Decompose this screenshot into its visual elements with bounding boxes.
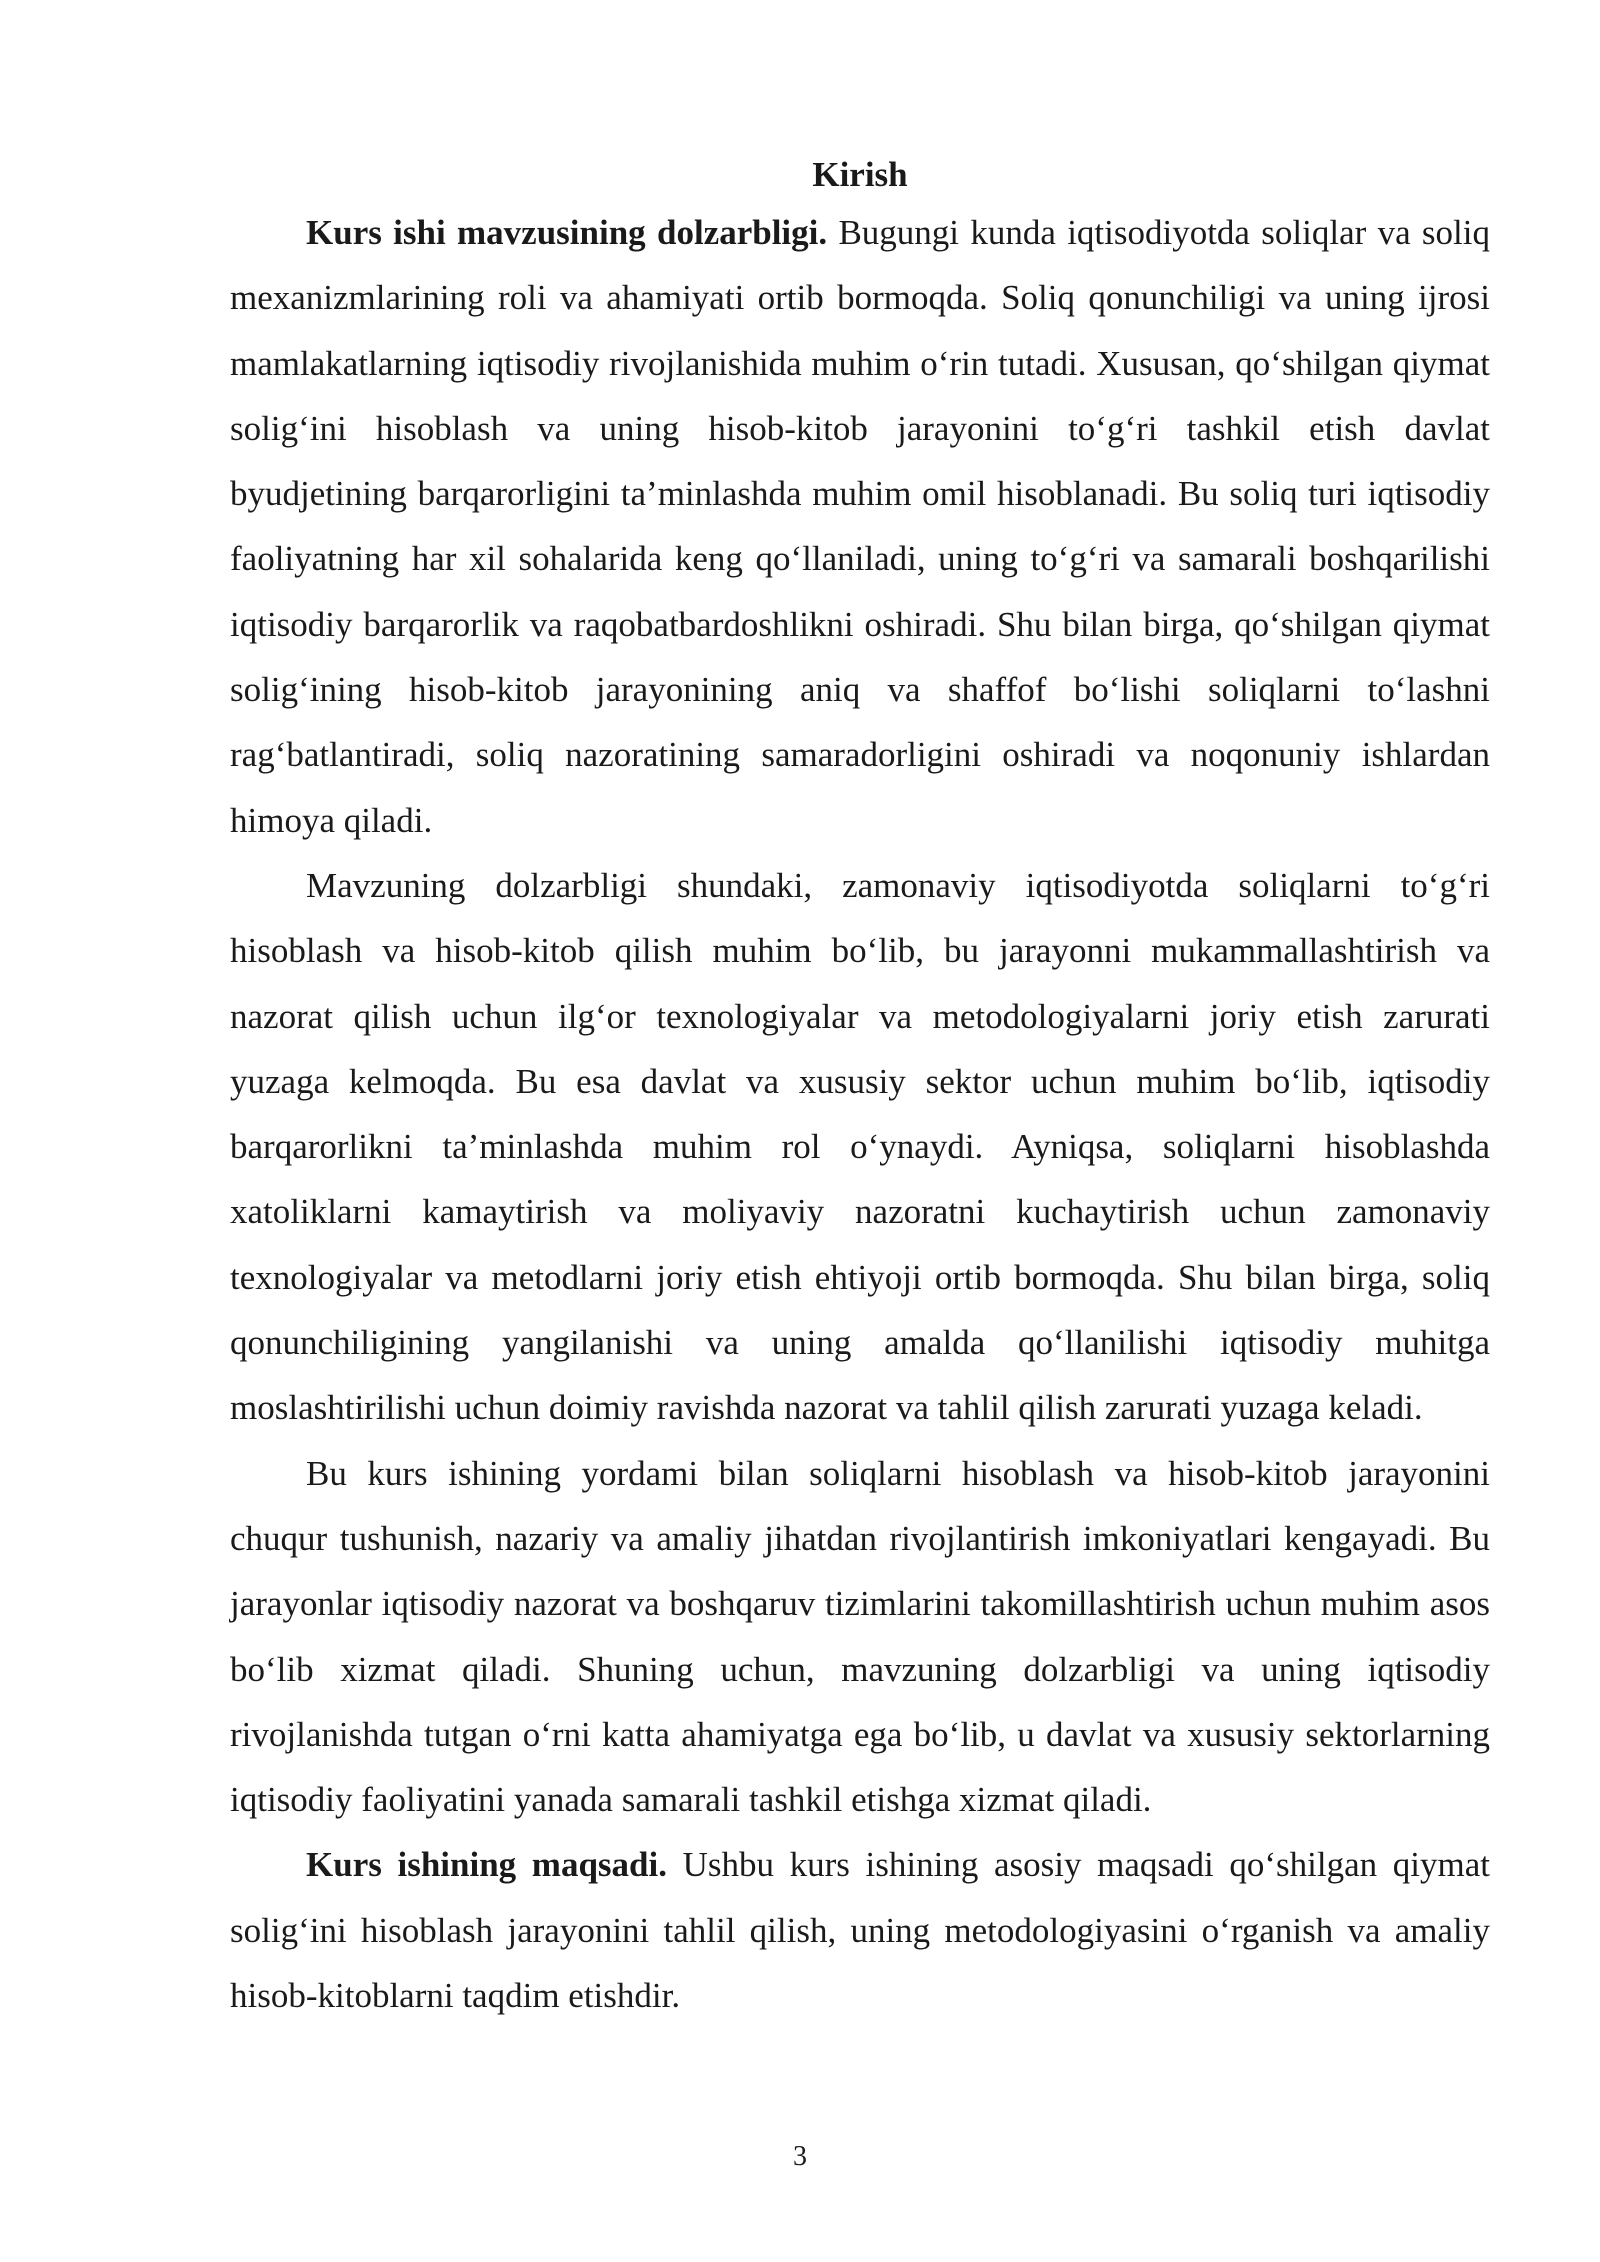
page-number: 3: [793, 2141, 807, 2172]
paragraph-text: Mavzuning dolzarbligi shundaki, zamonaviy iqtisodiyotda soliqlarni to‘g‘ri hisoblash va hisob-kitob qilish muhim bo‘lib, bu jarayonni mukammallashtirish va nazorat qilish uchun ilg‘or texnologiyalar va metodologiyalarni joriy etish zarurati yuzaga kelmoqda. Bu esa davlat va xususiy sektor uchun muhim bo‘lib, iqtisodiy barqarorlikni ta’minlashda muhim rol o‘ynaydi. Ayniqsa, soliqlarni hisoblashda xatoliklarni kamaytirish va moliyaviy nazoratni kuchaytirish uchun zamonaviy texnologiyalar va metodlarni joriy etish ehtiyoji ortib bormoqda. Shu bilan birga, soliq qonunchiligining yangilanishi va uning amalda qo‘llanilishi iqtisodiy muhitga moslashtirilishi uchun doimiy ravishda nazorat va tahlil qilish zarurati yuzaga keladi.: [230, 865, 1490, 1428]
document-page: [230, 150, 1490, 2028]
paragraph-course-help: [230, 1441, 1490, 1833]
paragraph-text: Bugungi kunda iqtisodiyotda soliqlar va soliq mexanizmlarining roli va ahamiyati ortib bormoqda. Soliq qonunchiligi va uning ijrosi mamlakatlarning iqtisodiy rivojlanishida muhim o‘rin tutadi. Xususan, qo‘shilgan qiymat solig‘ini hisoblash va uning hisob-kitob jarayonini to‘g‘ri tashkil etish davlat byudjetining barqarorligini ta’minlashda muhim omil hisoblanadi. Bu soliq turi iqtisodiy faoliyatning har xil sohalarida keng qo‘llaniladi, uning to‘g‘ri va samarali boshqarilishi iqtisodiy barqarorlik va raqobatbardoshlikni oshiradi. Shu bilan birga, qo‘shilgan qiymat solig‘ining hisob-kitob jarayonining aniq va shaffof bo‘lishi soliqlarni to‘lashni rag‘batlantiradi, soliq nazoratining samaradorligini oshiradi va noqonuniy ishlardan himoya qiladi.: [230, 213, 1491, 840]
paragraph-relevance: [230, 200, 1490, 853]
paragraph-goal: [230, 1832, 1490, 2028]
document-title: Kirish: [812, 155, 908, 194]
paragraph-topic-relevance: [230, 853, 1490, 1441]
paragraph-text: Bu kurs ishining yordami bilan soliqlarni hisoblash va hisob-kitob jarayonini chuqur tushunish, nazariy va amaliy jihatdan rivojlantirish imkoniyatlari kengayadi. Bu jarayonlar iqtisodiy nazorat va boshqaruv tizimlarini takomillashtirish uchun muhim asos bo‘lib xizmat qiladi. Shuning uchun, mavzuning dolzarbligi va uning iqtisodiy rivojlanishda tutgan o‘rni katta ahamiyatga ega bo‘lib, u davlat va xususiy sektorlarning iqtisodiy faoliyatini yanada samarali tashkil etishga xizmat qiladi.: [230, 1453, 1490, 1820]
paragraph-text: Ushbu kurs ishining asosiy maqsadi qo‘shilgan qiymat solig‘ini hisoblash jarayonini tahlil qilish, uning metodologiyasini o‘rganish va amaliy hisob-kitoblarni taqdim etishdir.: [230, 1845, 1490, 2016]
paragraph-heading-relevance: Kurs ishi mavzusining dolzarbligi.: [306, 213, 828, 252]
paragraph-heading-goal: Kurs ishining maqsadi.: [306, 1845, 667, 1885]
